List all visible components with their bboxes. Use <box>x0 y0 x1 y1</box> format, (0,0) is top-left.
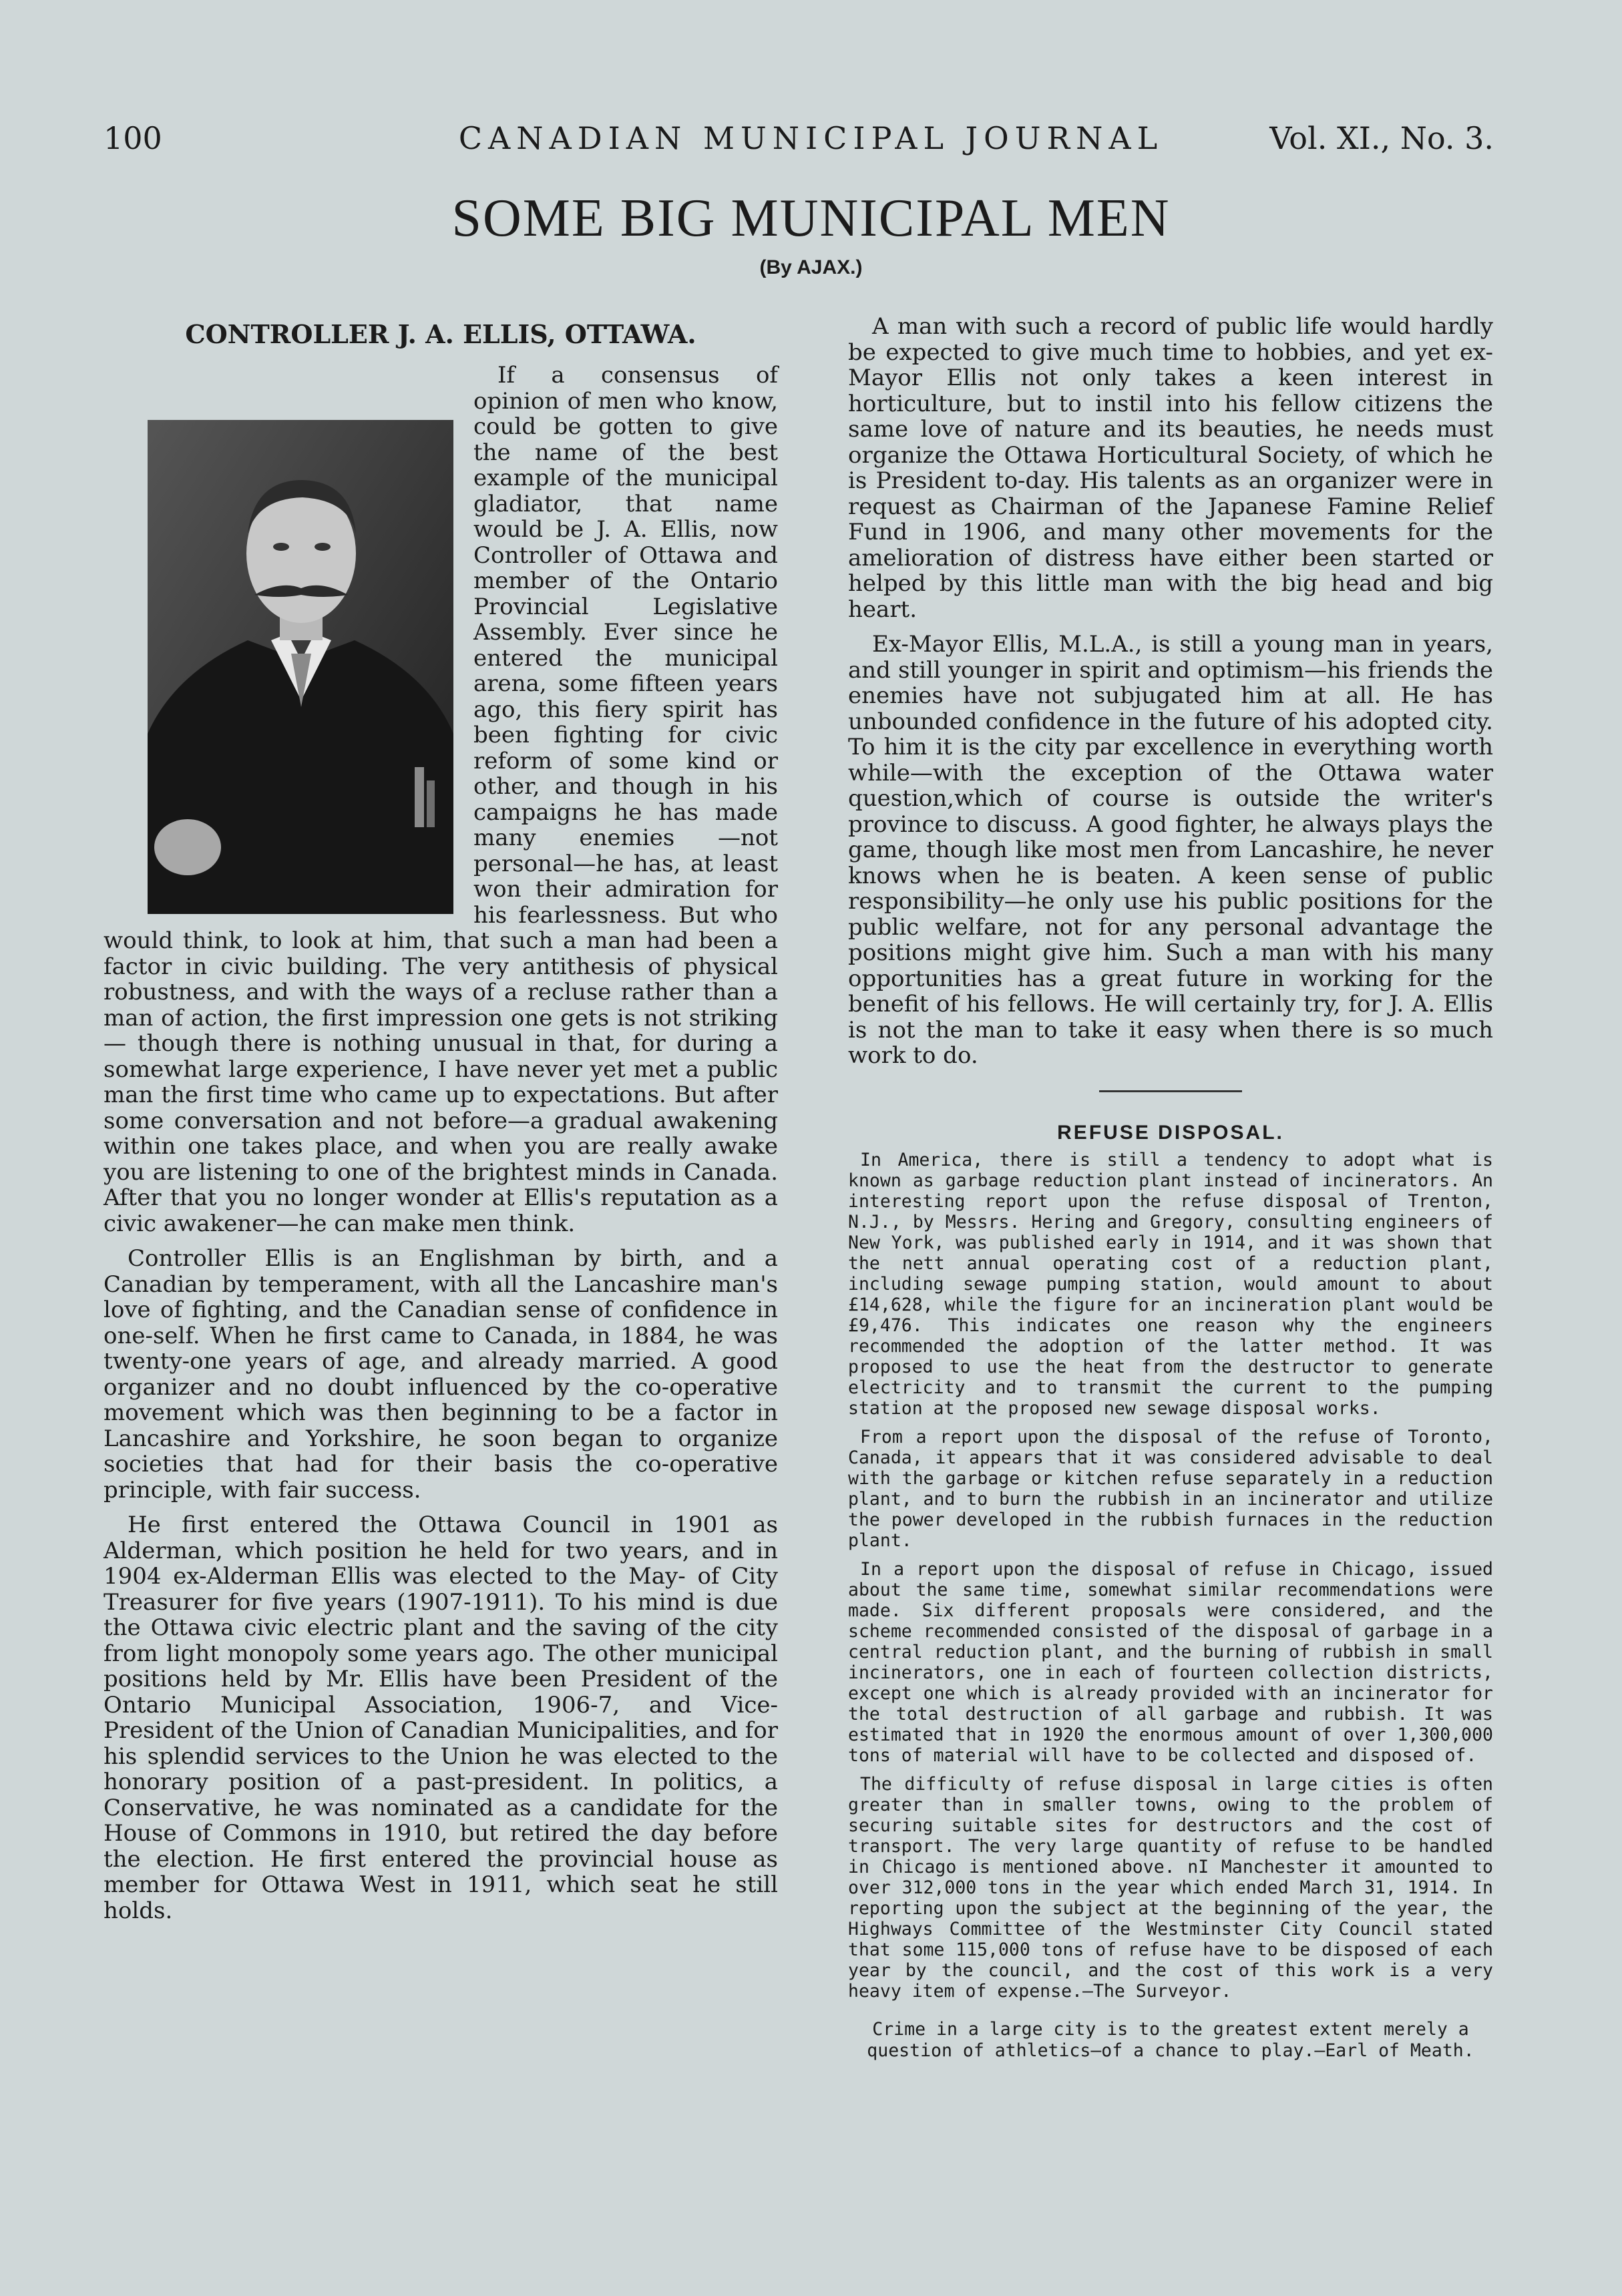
left-paragraph-2: Controller Ellis is an Englishman by birth, and a Canadian by temperament, with all the Lancashire man's love of fighting, and the Canadian sense of confidence in one-self. When he first came to Canada, in 1884, he was twenty-one years of age, and already married. A good organizer and no doubt influenced by the co-operative movement which was then beginning to be a factor in Lancashire and Yorkshire, he soon began to organize societies that had for their basis the co-operative principle, with fair success. <box>104 1245 778 1504</box>
left-paragraph-3: He first entered the Ottawa Council in 1901 as Alderman, which position he held for two years, and in 1904 ex-Alderman Ellis was elected to the May- of City Treasurer for five years (1907-1911). To his mind is due the Ottawa civic electric plant and the saving of the city from light monopoly some years ago. The other municipal positions held by Mr. Ellis have been President of the Ontario Municipal Association, 1906-7, and Vice-President of the Union of Canadian Municipalities, and for his splendid services to the Union he was elected to the honorary position of a past-president. In politics, a Conservative, he was nominated as a candidate for the House of Commons in 1910, but retired the day before the election. He first entered the provincial house as member for Ottawa West in 1911, which seat he still holds. <box>104 1512 778 1924</box>
portrait-photo <box>148 420 453 914</box>
page-number: 100 <box>104 120 162 156</box>
section-divider <box>1099 1090 1242 1092</box>
refuse-heading: REFUSE DISPOSAL. <box>1057 1121 1284 1144</box>
section-heading: CONTROLLER J. A. ELLIS, OTTAWA. <box>185 319 696 349</box>
journal-title: CANADIAN MUNICIPAL JOURNAL <box>458 120 1164 156</box>
refuse-paragraph-2: From a report upon the disposal of the refuse of Toronto, Canada, it appears that it was considered advisable to deal with the garbage or kitchen refuse separately in a reduction plant, and to burn the rubbish in an incinerator and utilize the power developed in the rubbish furnaces in the reduction plant. <box>848 1426 1493 1551</box>
refuse-paragraph-4: The difficulty of refuse disposal in large cities is often greater than in smaller towns, owing to the problem of securing suitable sites for destructors and the cost of transport. The very large quantity of refuse to be handled in Chicago is mentioned above. nI Manchester it amounted to over 312,000 tons in the year which ended March 31, 1914. In reporting upon the subject at the beginning of the year, the Highways Committee of the Westminster City Council stated that some 115,000 tons of refuse have to be disposed of each year by the council, and the cost of this work is a very heavy item of expense.—The Surveyor. <box>848 1773 1493 2002</box>
right-paragraph-1: A man with such a record of public life would hardly be expected to give much time to hobbies, and yet ex-Mayor Ellis not only takes a keen interest in horticulture, but to instil into his fellow citizens the same love of nature and its beauties, he needs must organize the Ottawa Horticultural Society, of which he is President to-day. His talents as an organizer were in request as Chairman of the Japanese Famine Relief Fund in 1906, and many other movements for the amelioration of distress have either been started or helped by this little man with the big head and big heart. <box>848 313 1493 623</box>
closing-quote: Crime in a large city is to the greatest extent merely a question of athletics—of a chance to play.—Earl of Meath. <box>867 2018 1474 2061</box>
refuse-paragraph-1: In America, there is still a tendency to adopt what is known as garbage reduction plant instead of incinerators. An interesting report upon the refuse disposal of Trenton, N.J., by Messrs. Hering and Gregory, consulting engineers of New York, was published early in 1914, and it was shown that the nett annual operating cost of a reduction plant, including sewage pumping station, would amount to about £14,628, while the figure for an incineration plant would be £9,476. This indicates one reason why the engineers recommended the adoption of the latter method. It was proposed to use the heat from the destructor to generate electricity and to transmit the current to the pumping station at the proposed new sewage disposal works. <box>848 1149 1493 1419</box>
right-paragraph-2: Ex-Mayor Ellis, M.L.A., is still a young man in years, and still younger in spirit and optimism—his friends the enemies have not subjugated him at all. He has unbounded confidence in the future of his adopted city. To him it is the city par excellence in everything worth while—with the exception of the Ottawa water question,which of course is outside the writer's province to discuss. A good fighter, he always plays the game, though like most men from Lancashire, he never knows when he is beaten. A keen sense of public responsibility—he only use his public positions for the public welfare, not for any personal advantage the positions might give him. Such a man with his many opportunities has a great future in working for the benefit of his fellows. He will certainly try, for J. A. Ellis is not the man to take it easy when there is so much work to do. <box>848 631 1493 1069</box>
article-byline: (By AJAX.) <box>759 256 863 278</box>
volume-number: Vol. XI., No. 3. <box>1269 120 1494 156</box>
right-column <box>848 314 1493 2062</box>
left-column <box>104 314 778 1923</box>
refuse-paragraph-3: In a report upon the disposal of refuse in Chicago, issued about the same time, somewhat similar recommendations were made. Six different proposals were considered, and the scheme recommended consisted of the disposal of garbage in a central reduction plant, and the burning of rubbish in small incinerators, one in each of fourteen collection districts, except one which is already provided with an incinerator for the total destruction of all garbage and rubbish. It was estimated that in 1920 the enormous amount of over 1,300,000 tons of material will have to be collected and disposed of. <box>848 1558 1493 1766</box>
left-paragraph-1: If a consensus of opinion of men who know, could be gotten to give the name of the best example of the municipal gladiator, that name would be J. A. Ellis, now Controller of Ottawa and member of the Ontario Provincial Legislative Assembly. Ever since he entered the municipal arena, some fifteen years ago, this fiery spirit has been fighting for civic reform of some kind or other, and though in his campaigns he has made many enemies —not personal—he has, at least won their admiration for his fearlessness. But who would think, to look at him, that such a man had been a factor in civic building. The very antithesis of physical robustness, and with the ways of a recluse rather than a man of action, the first impression one gets is not striking — though there is nothing unusual in that, for during a somewhat large experience, I have never yet met a public man the first time who came up to expectations. But after some conversation and not before—a gradual awakening within one takes place, and when you are really awake you are listening to one of the brightest minds in Canada. After that you no longer wonder at Ellis's reputation as a civic awakener—he can make men think. <box>104 362 778 1237</box>
article-title: SOME BIG MUNICIPAL MEN <box>451 189 1171 248</box>
